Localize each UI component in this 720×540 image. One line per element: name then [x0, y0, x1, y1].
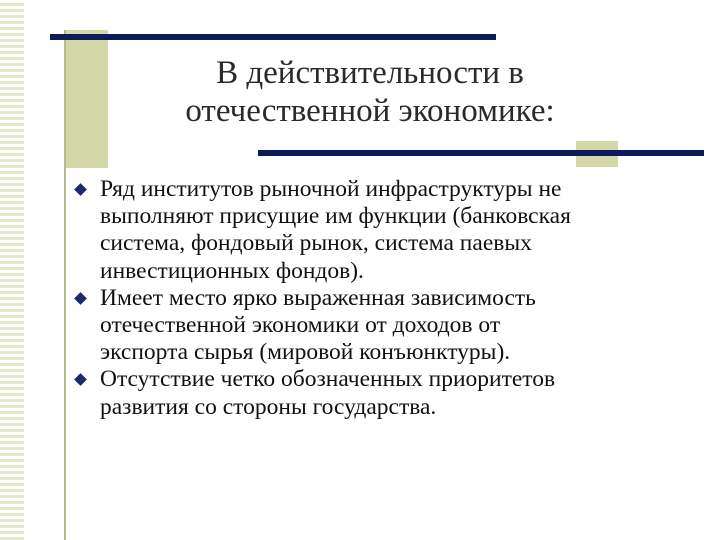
bullet-line: экспорта сырья (мировой конъюнктуры). [100, 339, 511, 366]
diamond-bullet-icon [74, 374, 87, 387]
bullet-line: Имеет место ярко выраженная зависимость [100, 284, 536, 311]
bullet-line: выполняют присущие им функции (банковская [100, 203, 571, 230]
bullet-item-1 [70, 176, 700, 285]
bullet-item-3 [70, 366, 700, 420]
top-left-decor-block [64, 30, 108, 168]
slide-title-line-2: отечественной экономике: [185, 93, 555, 129]
bullet-line: отечественной экономики от доходов от [100, 312, 501, 339]
bottom-navy-rule [258, 150, 704, 156]
bullet-list [70, 176, 700, 421]
left-vertical-rule [64, 30, 66, 540]
bullet-line: Отсутствие четко обозначенных приоритетов [100, 366, 556, 393]
bullet-item-2 [70, 285, 700, 367]
bullet-line: развития со стороны государства. [100, 393, 437, 420]
slide-title [120, 54, 620, 130]
left-striped-band [0, 0, 24, 540]
bullet-line: Ряд институтов рыночной инфраструктуры не [100, 176, 562, 202]
top-navy-rule [50, 34, 496, 40]
slide-title-line-1: В действительности в [216, 55, 524, 91]
diamond-bullet-icon [74, 183, 87, 196]
bullet-line: система, фондовый рынок, система паевых [100, 230, 532, 257]
bullet-line: инвестиционных фондов). [100, 257, 364, 284]
diamond-bullet-icon [74, 292, 87, 305]
